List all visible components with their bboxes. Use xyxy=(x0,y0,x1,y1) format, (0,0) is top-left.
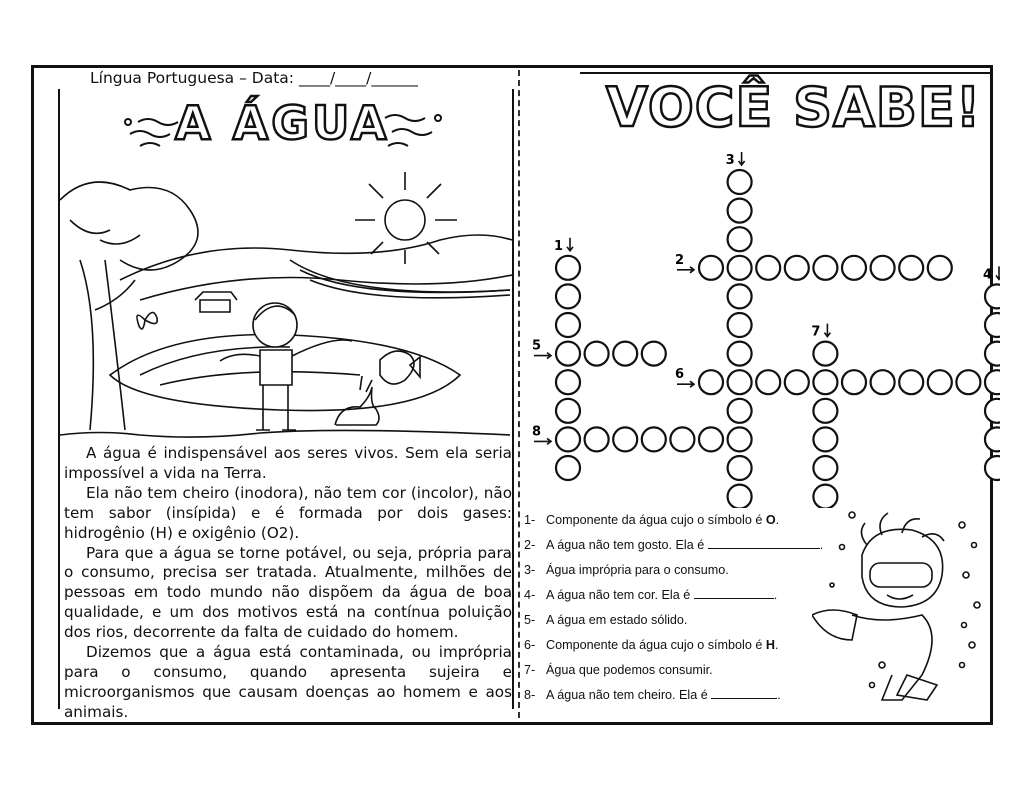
header-date-line: Língua Portuguesa – Data: ____/____/______ xyxy=(90,69,418,87)
crossword-cell[interactable] xyxy=(785,256,809,280)
rabbit-icon xyxy=(335,376,379,425)
crossword-cell[interactable] xyxy=(728,256,752,280)
crossword-cell[interactable] xyxy=(813,256,837,280)
crossword-cell[interactable] xyxy=(728,399,752,423)
clue-2: 2- A água não tem gosto. Ela é . xyxy=(524,538,824,552)
crossword-cell[interactable] xyxy=(728,313,752,337)
crossword-grid xyxy=(520,148,1000,508)
crossword-cell[interactable] xyxy=(985,313,1000,337)
crossword-cell[interactable] xyxy=(985,342,1000,366)
crossword-cell[interactable] xyxy=(785,370,809,394)
crossword-cell[interactable] xyxy=(985,284,1000,308)
crossword-cell[interactable] xyxy=(871,370,895,394)
crossword-cell[interactable] xyxy=(813,456,837,480)
arrow-icon xyxy=(996,266,1000,279)
crossword-cell[interactable] xyxy=(928,370,952,394)
crossword-cell[interactable] xyxy=(728,370,752,394)
clue-8: 8- A água não tem cheiro. Ela é . xyxy=(524,688,781,702)
crossword-cell[interactable] xyxy=(585,427,609,451)
clue-1: 1- Componente da água cujo o símbolo é O. xyxy=(524,513,780,527)
crossword-number-8: 8 xyxy=(532,424,542,440)
title-underline xyxy=(580,70,1000,80)
clue-6: 6- Componente da água cujo o símbolo é H. xyxy=(524,638,779,652)
crossword-cell[interactable] xyxy=(728,427,752,451)
answer-blank[interactable] xyxy=(694,586,774,599)
crossword-cell[interactable] xyxy=(813,370,837,394)
crossword-number-1: 1 xyxy=(554,238,564,254)
crossword-cell[interactable] xyxy=(699,370,723,394)
crossword-cell[interactable] xyxy=(899,256,923,280)
crossword-cell[interactable] xyxy=(613,342,637,366)
paragraph-4: Dizemos que a água está contaminada, ou imprópria para o consumo, quando apresenta sujeira e microorganismos que causam doenças ao homem e aos animais. xyxy=(64,643,512,721)
crossword-cell[interactable] xyxy=(613,427,637,451)
crossword-number-3: 3 xyxy=(725,153,735,168)
right-title: VOCÊ SABE! xyxy=(606,76,982,139)
arrow-icon xyxy=(824,324,830,337)
crossword-cell[interactable] xyxy=(556,313,580,337)
crossword-cell[interactable] xyxy=(899,370,923,394)
crossword-cell[interactable] xyxy=(985,427,1000,451)
crossword-cell[interactable] xyxy=(670,427,694,451)
crossword-cell[interactable] xyxy=(642,342,666,366)
crossword-cell[interactable] xyxy=(585,342,609,366)
crossword-cell[interactable] xyxy=(728,199,752,223)
water-landscape-illustration xyxy=(60,160,512,442)
paragraph-1: A água é indispensável aos seres vivos. Sem ela seria impossível a vida na Terra. xyxy=(64,444,512,482)
crossword-cell[interactable] xyxy=(728,485,752,508)
butterfly-icon xyxy=(137,312,157,328)
crossword-cell[interactable] xyxy=(985,399,1000,423)
crossword-cell[interactable] xyxy=(842,370,866,394)
answer-blank[interactable] xyxy=(708,536,820,549)
clue-4: 4- A água não tem cor. Ela é . xyxy=(524,588,778,602)
clue-3: 3- Água imprópria para o consumo. xyxy=(524,563,729,577)
answer-blank[interactable] xyxy=(711,686,777,699)
crossword-cell[interactable] xyxy=(842,256,866,280)
crossword-cell[interactable] xyxy=(985,456,1000,480)
crossword-cell[interactable] xyxy=(813,399,837,423)
crossword-number-2: 2 xyxy=(675,252,685,268)
crossword-cell[interactable] xyxy=(699,427,723,451)
crossword-cell[interactable] xyxy=(699,256,723,280)
clue-7: 7- Água que podemos consumir. xyxy=(524,663,713,677)
crossword-cell[interactable] xyxy=(728,170,752,194)
crossword-cell[interactable] xyxy=(556,370,580,394)
crossword-cell[interactable] xyxy=(556,427,580,451)
crossword-cell[interactable] xyxy=(728,284,752,308)
crossword-cell[interactable] xyxy=(728,227,752,251)
diver-illustration xyxy=(812,505,990,710)
paragraph-3: Para que a água se torne potável, ou seja, própria para o consumo, precisa ser tratada. Atualmente, milhões de pessoas em todo mundo não dispõem da água de boa qualidade, e um dos motivos está na contínua poluição dos rios, decorrente da falta de cuidado do homem. xyxy=(64,543,512,642)
tree-icon xyxy=(60,182,198,430)
crossword-cell[interactable] xyxy=(813,427,837,451)
crossword-cell[interactable] xyxy=(756,370,780,394)
left-title: A ÁGUA xyxy=(175,96,390,150)
water-text xyxy=(64,444,512,723)
crossword-cell[interactable] xyxy=(642,427,666,451)
fish-icon xyxy=(380,351,420,384)
arrow-icon xyxy=(567,238,573,251)
crossword-cell[interactable] xyxy=(756,256,780,280)
paragraph-2: Ela não tem cheiro (inodora), não tem cor (incolor), não tem sabor (insípida) e é formada por dois gases: hidrogênio (H) e oxigênio (O2). xyxy=(64,483,512,542)
barn-icon xyxy=(195,292,237,312)
crossword-clues xyxy=(524,510,844,710)
arrow-icon xyxy=(739,152,745,165)
crossword-cell[interactable] xyxy=(556,456,580,480)
crossword-number-4: 4 xyxy=(983,267,993,283)
sun-icon xyxy=(355,172,457,264)
clue-5: 5- A água em estado sólido. xyxy=(524,613,688,627)
crossword-cell[interactable] xyxy=(956,370,980,394)
crossword-cell[interactable] xyxy=(928,256,952,280)
crossword-cell[interactable] xyxy=(556,256,580,280)
crossword-cell[interactable] xyxy=(728,456,752,480)
crossword-cell[interactable] xyxy=(985,370,1000,394)
crossword-number-5: 5 xyxy=(532,338,542,354)
crossword-cell[interactable] xyxy=(556,342,580,366)
crossword-cell[interactable] xyxy=(556,399,580,423)
crossword-number-7: 7 xyxy=(811,324,821,340)
crossword-number-6: 6 xyxy=(675,367,685,383)
crossword-cell[interactable] xyxy=(556,284,580,308)
crossword-cell[interactable] xyxy=(871,256,895,280)
crossword-cell[interactable] xyxy=(728,342,752,366)
crossword-cell[interactable] xyxy=(813,342,837,366)
title-splash-decoration xyxy=(120,100,450,160)
